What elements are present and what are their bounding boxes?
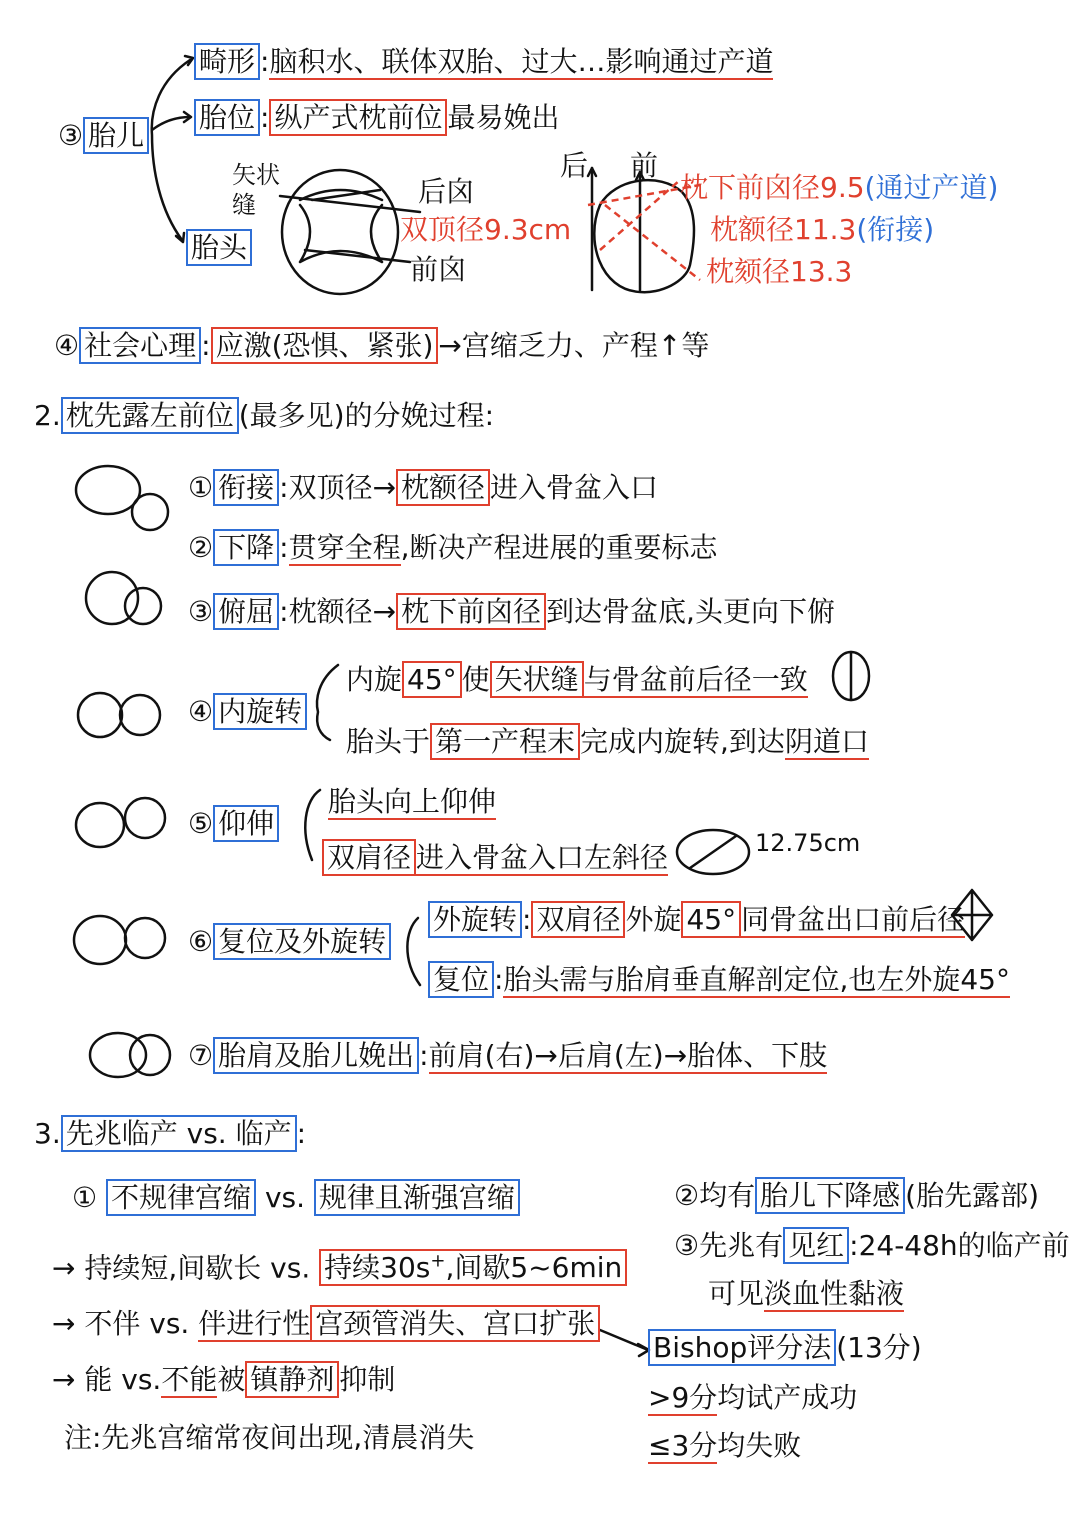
position-line: 胎位 : 纵产式枕前位 最易娩出 [194, 100, 559, 136]
text: 持续30s [324, 1251, 431, 1285]
underlined: 淡血性黏液 [764, 1277, 905, 1310]
step-flexion: ③ 俯屈 :枕额径→ 枕下前囟径 到达骨盆底,头更向下俯 [188, 595, 835, 628]
labor-title: 先兆临产 vs. 临产 [61, 1115, 297, 1152]
position-text: 最易娩出 [447, 101, 560, 134]
diameter-2 [710, 212, 934, 248]
step-number: ② [188, 531, 214, 564]
step-text: 双顶径→ [288, 471, 397, 504]
num: ① [72, 1181, 98, 1214]
boxed: 见红 [783, 1227, 849, 1264]
fetus-heading [58, 118, 149, 154]
underlined: 同骨盆出口前后径 [741, 903, 966, 936]
step-number: ⑥ [188, 925, 214, 958]
head-top-view [282, 170, 398, 294]
step-label: 下降 [213, 529, 279, 566]
step-number: ③ [188, 595, 214, 628]
note: 注:先兆宫缩常夜间出现,清晨消失 [64, 1421, 475, 1454]
step-label: 衔接 [213, 469, 279, 506]
sagittal-suture-label: 矢状缝 [232, 161, 280, 219]
boxed: 胎儿下降感 [755, 1177, 905, 1214]
back-label: 后 [560, 149, 589, 182]
text: 胎头向上仰伸 [328, 785, 497, 818]
head-line [186, 230, 252, 266]
internal-rotation-line-1 [346, 662, 808, 698]
vs: vs. [264, 1181, 305, 1214]
boxed: 双肩径 [322, 839, 416, 876]
right-point-3b [708, 1276, 904, 1312]
social-line: ④ 社会心理 : 应激(恐惧、紧张) →宫缩乏力、产程↑等 [54, 329, 710, 362]
text: 可见 [708, 1277, 765, 1310]
fetus-title: 胎儿 [83, 117, 149, 154]
posterior-fontanelle-label: 后囟 [418, 175, 475, 208]
text: → 不伴 vs. [52, 1307, 190, 1340]
social-number: ④ [54, 329, 80, 362]
restitution-line: 复位 :胎头需与胎肩垂直解剖定位,也左外旋45° [428, 962, 1010, 998]
diameter-1-value: 枕下前囟径9.5 [680, 171, 865, 204]
extension-line-2 [322, 840, 668, 876]
step-label: 复位及外旋转 [213, 923, 391, 960]
bracket-restitution [407, 918, 420, 985]
diameter-3-value: 枕颏径13.3 [706, 255, 853, 288]
num: ② [674, 1179, 700, 1212]
sup: + [430, 1251, 446, 1272]
underlined: 伴进行性 [198, 1307, 311, 1340]
fetus-bracket [152, 60, 190, 240]
mechanism-title: 枕先露左前位 [61, 397, 239, 434]
bishop-line [648, 1330, 922, 1366]
external-rotation-line: 外旋转 : 双肩径 外旋 45° 同骨盆出口前后径 [428, 902, 965, 938]
step-number: ⑤ [188, 807, 214, 840]
position-value: 纵产式枕前位 [269, 99, 447, 136]
step-descent: ② 下降 :贯穿全程,断决产程进展的重要标志 [188, 531, 718, 564]
section-number: ③ [58, 119, 84, 152]
diameter-1-note: (通过产道) [864, 171, 999, 204]
labor-number: 3. [34, 1117, 61, 1150]
num: ③ [674, 1229, 700, 1262]
boxed: 规律且渐强宫缩 [314, 1179, 520, 1216]
step-restitution [188, 924, 391, 960]
social-text: →宫缩乏力、产程↑等 [438, 329, 710, 362]
diameter-2-value: 枕额径11.3 [710, 213, 857, 246]
front-label: 前 [630, 149, 659, 182]
bishop-label: Bishop评分法 [648, 1329, 836, 1366]
shoulder-measure: 12.75cm [755, 829, 861, 857]
step-boxed: 枕下前囟径 [396, 593, 546, 630]
step-extension [188, 806, 279, 842]
arrow-to-bishop [600, 1330, 648, 1350]
biparietal-label: 双顶径9.3cm [400, 213, 572, 246]
labor-row-2 [52, 1244, 627, 1286]
vs: vs. [270, 1251, 311, 1285]
text: 完成内旋转,到达 [580, 725, 785, 758]
text: 均失败 [717, 1429, 802, 1462]
labor-heading: 3. 先兆临产 vs. 临产 : [34, 1117, 307, 1150]
boxed: 矢状缝 [490, 661, 584, 698]
text: 胎头于 [346, 725, 431, 758]
step-text: 前肩(右)→后肩(左)→胎体、下肢 [428, 1039, 828, 1072]
underlined: 胎头需与胎肩垂直解剖定位,也左外旋45° [503, 963, 1010, 996]
labor-row-4 [52, 1362, 395, 1398]
step-number: ① [188, 471, 214, 504]
malformation-label: 畸形 [194, 43, 260, 80]
boxed: 不规律宫缩 [106, 1179, 256, 1216]
right-point-2 [674, 1178, 1039, 1214]
boxed: 双肩径 [531, 901, 625, 938]
bracket-internal-rotation [317, 665, 338, 740]
step-delivery: ⑦ 胎肩及胎儿娩出 :前肩(右)→后肩(左)→胎体、下肢 [188, 1039, 828, 1072]
anterior-fontanelle-label: 前囟 [410, 253, 467, 286]
text: → 能 vs. [52, 1363, 162, 1396]
bishop-high [648, 1380, 857, 1416]
text: → 持续短,间歇长 [52, 1251, 262, 1285]
mechanism-number: 2. [34, 399, 61, 432]
step-label: 仰伸 [213, 805, 279, 842]
social-value: 应激(恐惧、紧张) [211, 327, 439, 364]
boxed: 第一产程末 [430, 723, 580, 760]
fetal-sketches [74, 466, 170, 1077]
label: 复位 [428, 961, 494, 998]
labor-row-3 [52, 1306, 600, 1342]
mechanism-suffix: (最多见)的分娩过程: [238, 399, 495, 432]
social-label: 社会心理 [79, 327, 201, 364]
step-text: 进入骨盆入口 [490, 471, 659, 504]
underlined: 不能 [161, 1363, 218, 1396]
text: 均试产成功 [717, 1381, 858, 1414]
malformation-line: 畸形 :脑积水、联体双胎、过大…影响通过产道 [194, 44, 773, 80]
boxed: 宫颈管消失、宫口扩张 [310, 1305, 600, 1342]
text: 外旋 [625, 903, 682, 936]
labor-note [64, 1420, 474, 1456]
right-point-3 [674, 1228, 1070, 1264]
text: ,间歇5~6min [445, 1251, 623, 1285]
step-engagement: ① 衔接 :双顶径→ 枕额径 进入骨盆入口 [188, 471, 659, 504]
mechanism-heading [34, 398, 494, 434]
bracket-extension [305, 790, 320, 860]
step-text: ,断决产程进展的重要标志 [400, 531, 718, 564]
diameter-1 [680, 170, 998, 206]
boxed: 45° [681, 901, 741, 938]
text: 先兆有 [699, 1229, 784, 1262]
boxed: 镇静剂 [245, 1361, 339, 1398]
step-boxed: 枕额径 [396, 469, 490, 506]
step-label: 胎肩及胎儿娩出 [213, 1037, 419, 1074]
extension-line-1 [328, 784, 496, 820]
step-number: ⑦ [188, 1039, 214, 1072]
text: 使 [461, 663, 490, 696]
underlined: 阴道口 [784, 725, 869, 758]
boxed: 45° [402, 661, 462, 698]
text: 均有 [699, 1179, 756, 1212]
label: 外旋转 [428, 901, 522, 938]
diameter-2-note: (衔接) [856, 213, 935, 246]
text: 抑制 [339, 1363, 396, 1396]
internal-rotation-line-2 [346, 724, 869, 760]
step-label: 俯屈 [213, 593, 279, 630]
step-text: 枕额径→ [288, 595, 397, 628]
malformation-text: 脑积水、联体双胎、过大…影响通过产道 [269, 45, 774, 78]
underlined: 进入骨盆入口左斜径 [416, 841, 669, 874]
text: 内旋 [346, 663, 403, 696]
threshold: ≤3分 [648, 1429, 718, 1462]
step-text: 到达骨盆底,头更向下俯 [546, 595, 835, 628]
fetus-arrow-2 [152, 117, 190, 130]
text: :24-48h的临产前 [849, 1229, 1070, 1262]
step-internal-rotation [188, 694, 307, 730]
bishop-note: (13分) [836, 1331, 922, 1364]
labor-row-1 [72, 1180, 520, 1216]
step-label: 内旋转 [213, 693, 307, 730]
bishop-low [648, 1428, 801, 1464]
text: (胎先露部) [905, 1179, 1039, 1212]
text: 被 [217, 1363, 246, 1396]
step-text: 贯穿全程 [288, 531, 401, 564]
position-label: 胎位 [194, 99, 260, 136]
underlined: 与骨盆前后径一致 [583, 663, 808, 696]
threshold: >9分 [648, 1381, 718, 1414]
head-label: 胎头 [186, 229, 252, 266]
step-number: ④ [188, 695, 214, 728]
